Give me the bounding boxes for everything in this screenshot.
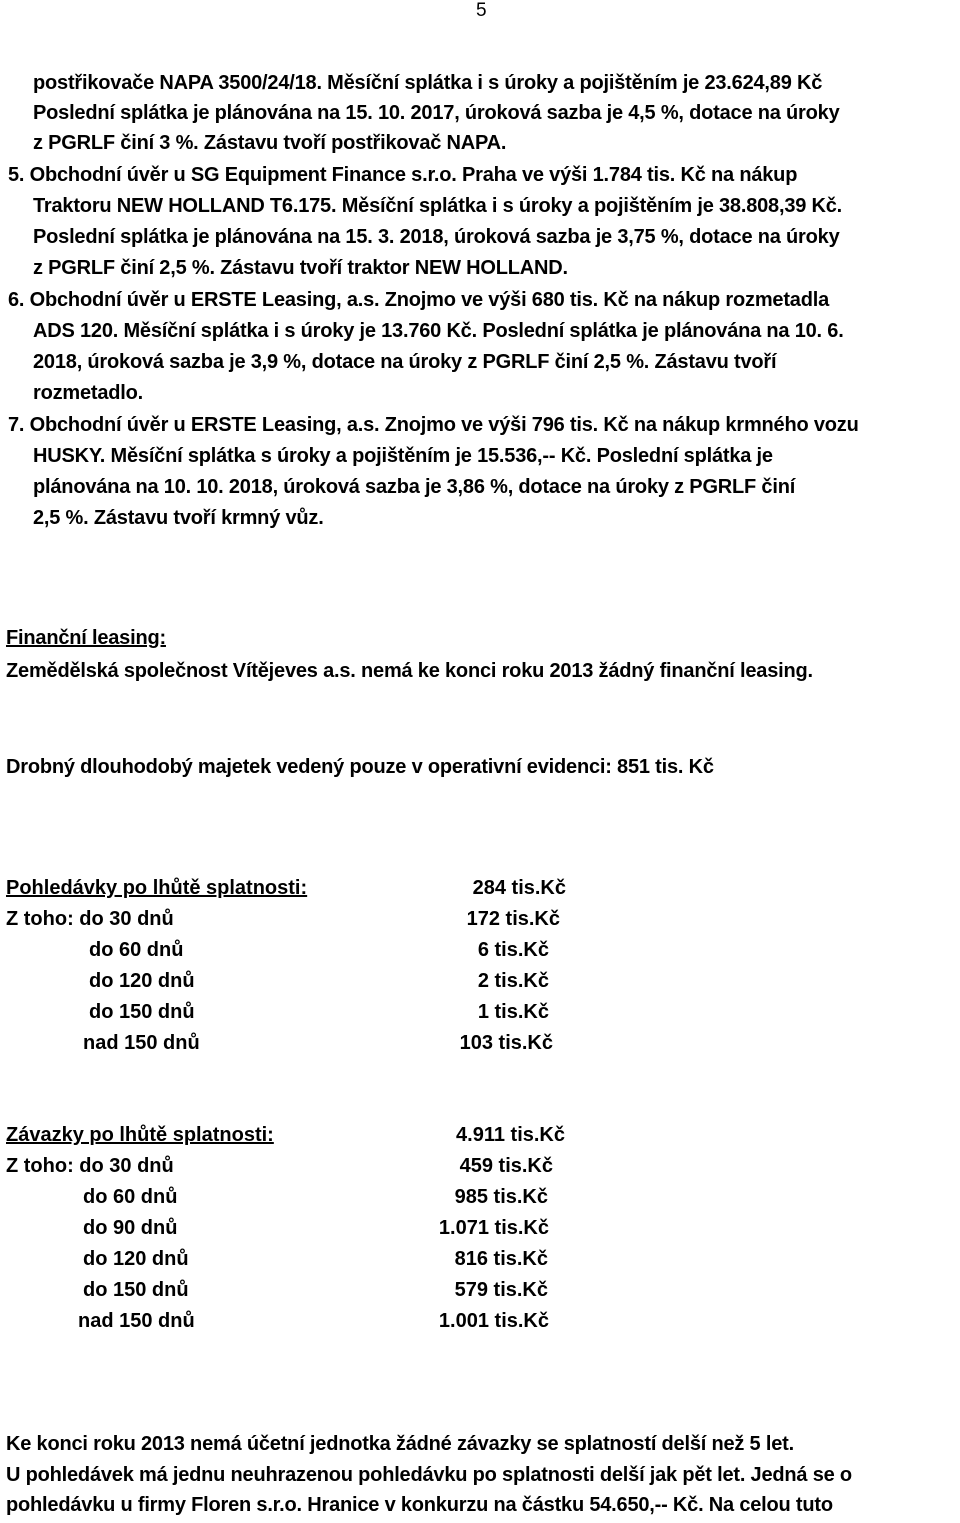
receivables-row-label: do 60 dnů (89, 939, 184, 961)
liabilities-row-value: 985 tis.Kč (454, 1186, 548, 1208)
receivables-row-label: do 120 dnů (89, 970, 195, 992)
paragraph-line: Poslední splátka je plánována na 15. 10. 2017, úroková sazba je 4,5 %, dotace na úroky (33, 102, 840, 124)
liabilities-row-value: 579 tis.Kč (454, 1279, 548, 1301)
paragraph-line: Poslední splátka je plánována na 15. 3. 2018, úroková sazba je 3,75 %, dotace na úroky (33, 226, 840, 248)
paragraph-line: 2,5 %. Zástavu tvoří krmný vůz. (33, 507, 324, 529)
receivables-total: 284 tis.Kč (472, 877, 566, 899)
leasing-text: Zemědělská společnost Vítějeves a.s. nemá ke konci roku 2013 žádný finanční leasing. (6, 660, 813, 682)
paragraph-line: z PGRLF činí 2,5 %. Zástavu tvoří traktor NEW HOLLAND. (33, 257, 568, 279)
liabilities-row-label: do 90 dnů (83, 1217, 178, 1239)
receivables-row-value: 2 tis.Kč (477, 970, 549, 992)
paragraph-line: Traktoru NEW HOLLAND T6.175. Měsíční splátka i s úroky a pojištěním je 38.808,39 Kč. (33, 195, 843, 217)
paragraph-line: postřikovače NAPA 3500/24/18. Měsíční splátka i s úroky a pojištěním je 23.624,89 Kč (33, 72, 823, 94)
paragraph-line: HUSKY. Měsíční splátka s úroky a pojištěním je 15.536,-- Kč. Poslední splátka je (33, 445, 773, 467)
liabilities-row-label: do 150 dnů (83, 1279, 189, 1301)
receivables-row-label: Z toho: do 30 dnů (6, 908, 174, 930)
paragraph-line: 6. Obchodní úvěr u ERSTE Leasing, a.s. Znojmo ve výši 680 tis. Kč na nákup rozmetadla (8, 289, 830, 311)
liabilities-total: 4.911 tis.Kč (456, 1124, 565, 1146)
paragraph-line: z PGRLF činí 3 %. Zástavu tvoří postřikovač NAPA. (33, 132, 507, 154)
liabilities-row-value: 1.071 tis.Kč (438, 1217, 549, 1239)
receivables-row-label: nad 150 dnů (83, 1032, 200, 1054)
liabilities-row-label: do 60 dnů (83, 1186, 178, 1208)
paragraph-line: 2018, úroková sazba je 3,9 %, dotace na úroky z PGRLF činí 2,5 %. Zástavu tvoří (33, 351, 777, 373)
liabilities-heading: Závazky po lhůtě splatnosti: (6, 1124, 274, 1146)
receivables-row-value: 6 tis.Kč (477, 939, 549, 961)
liabilities-row-label: do 120 dnů (83, 1248, 189, 1270)
paragraph-line: 7. Obchodní úvěr u ERSTE Leasing, a.s. Znojmo ve výši 796 tis. Kč na nákup krmného vozu (8, 414, 859, 436)
leasing-heading: Finanční leasing: (6, 627, 166, 649)
receivables-row-value: 103 tis.Kč (459, 1032, 553, 1054)
liabilities-row-value: 1.001 tis.Kč (438, 1310, 549, 1332)
paragraph-line: 5. Obchodní úvěr u SG Equipment Finance s.r.o. Praha ve výši 1.784 tis. Kč na nákup (8, 164, 798, 186)
receivables-row-label: do 150 dnů (89, 1001, 195, 1023)
liabilities-row-label: nad 150 dnů (78, 1310, 195, 1332)
liabilities-row-label: Z toho: do 30 dnů (6, 1155, 174, 1177)
closing-line: pohledávku u firmy Floren s.r.o. Hranice v konkurzu na částku 54.650,-- Kč. Na celou tuto (6, 1494, 833, 1516)
paragraph-line: plánována na 10. 10. 2018, úroková sazba je 3,86 %, dotace na úroky z PGRLF činí (33, 476, 796, 498)
liabilities-row-value: 459 tis.Kč (459, 1155, 553, 1177)
closing-line: U pohledávek má jednu neuhrazenou pohledávku po splatnosti delší jak pět let. Jedná se o (6, 1464, 852, 1486)
closing-line: Ke konci roku 2013 nemá účetní jednotka žádné závazky se splatností delší než 5 let. (6, 1433, 794, 1455)
page-number: 5 (476, 0, 487, 21)
liabilities-row-value: 816 tis.Kč (454, 1248, 548, 1270)
paragraph-line: ADS 120. Měsíční splátka i s úroky je 13.760 Kč. Poslední splátka je plánována na 10. 6. (33, 320, 844, 342)
small-assets-text: Drobný dlouhodobý majetek vedený pouze v operativní evidenci: 851 tis. Kč (6, 756, 714, 778)
paragraph-line: rozmetadlo. (33, 382, 144, 404)
receivables-row-value: 172 tis.Kč (466, 908, 560, 930)
receivables-row-value: 1 tis.Kč (477, 1001, 549, 1023)
receivables-heading: Pohledávky po lhůtě splatnosti: (6, 877, 308, 899)
